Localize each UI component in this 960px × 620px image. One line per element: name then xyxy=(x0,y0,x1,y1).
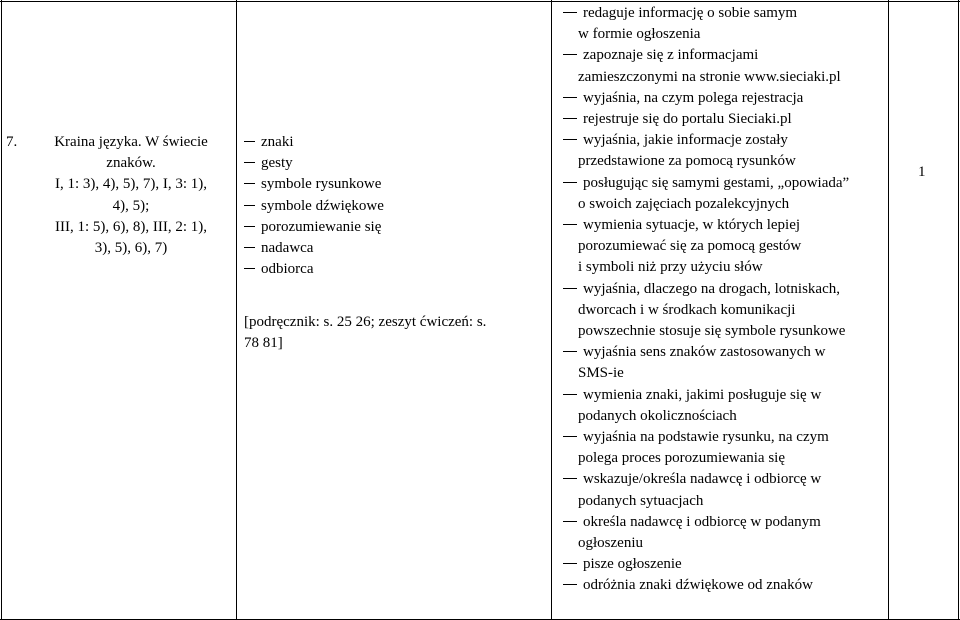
dash-bullet xyxy=(244,268,255,269)
term-item xyxy=(244,259,313,280)
outcome-continuation: podanych okolicznościach xyxy=(578,407,737,424)
dash-bullet xyxy=(563,351,577,352)
outcome-continuation: o swoich zajęciach pozalekcyjnych xyxy=(578,195,790,212)
term-item xyxy=(244,217,381,238)
term-item xyxy=(244,174,381,195)
outcome-item xyxy=(563,554,682,575)
term-text: porozumiewanie się xyxy=(261,218,382,235)
dash-bullet xyxy=(563,288,577,289)
dash-bullet xyxy=(563,478,577,479)
dash-bullet xyxy=(563,436,577,437)
outcome-continuation: i symboli niż przy użyciu słów xyxy=(578,259,763,276)
dash-bullet xyxy=(563,521,577,522)
dash-bullet xyxy=(563,12,577,13)
outcome-item xyxy=(563,512,821,533)
table-border-left xyxy=(1,0,2,620)
term-text: gesty xyxy=(261,155,293,172)
outcome-continuation: zamieszczonymi na stronie www.sieciaki.pl xyxy=(578,68,841,85)
term-item xyxy=(244,153,293,174)
outcome-item xyxy=(563,109,792,130)
outcome-text: posługując się samymi gestami, „opowiada” xyxy=(583,174,850,191)
outcome-text: wyjaśnia, jakie informacje zostały xyxy=(583,132,788,149)
topic-line: Kraina języka. W świecie xyxy=(54,134,208,150)
term-text: symbole rysunkowe xyxy=(261,176,382,193)
dash-bullet xyxy=(563,224,577,225)
outcome-item xyxy=(563,427,829,448)
outcome-item xyxy=(563,3,797,24)
reference-line: [podręcznik: s. 25 26; zeszyt ćwiczeń: s. xyxy=(244,314,487,330)
term-text: nadawca xyxy=(261,240,314,256)
outcome-item xyxy=(563,469,821,490)
term-item xyxy=(244,238,313,259)
outcome-continuation: polega proces porozumiewania się xyxy=(578,450,786,467)
column-divider-3 xyxy=(888,0,889,620)
outcome-item xyxy=(563,342,825,363)
dash-bullet xyxy=(244,162,255,163)
dash-bullet xyxy=(244,205,255,206)
dash-bullet xyxy=(244,247,255,248)
dash-bullet xyxy=(563,97,577,98)
outcome-text: określa nadawcę i odbiorcę w podanym xyxy=(583,513,821,530)
topic-line: znaków. xyxy=(106,155,156,172)
topic-line: III, 1: 5), 6), 8), III, 2: 1), xyxy=(54,218,208,235)
topic-line: I, 1: 3), 4), 5), 7), I, 3: 1), xyxy=(54,176,208,193)
outcome-text: zapoznaje się z informacjami xyxy=(583,47,759,64)
dash-bullet xyxy=(563,584,577,585)
term-text: symbole dźwiękowe xyxy=(261,197,384,214)
outcome-continuation: podanych sytuacjach xyxy=(578,492,704,509)
dash-bullet xyxy=(244,183,255,184)
outcome-continuation: przedstawione za pomocą rysunków xyxy=(578,153,796,170)
outcome-text: wyjaśnia sens znaków zastosowanych w xyxy=(583,344,826,361)
outcome-item xyxy=(563,88,803,109)
outcome-item xyxy=(563,279,840,300)
outcome-item xyxy=(563,130,788,151)
outcome-continuation: powszechnie stosuje się symbole rysunkowe xyxy=(578,323,846,339)
outcome-continuation: SMS-ie xyxy=(578,365,624,382)
hours-count: 1 xyxy=(918,164,926,180)
table-border-right xyxy=(958,0,959,620)
term-item xyxy=(244,196,384,217)
outcome-text: pisze ogłoszenie xyxy=(583,556,682,573)
term-text: znaki xyxy=(261,134,294,150)
outcome-text: wymienia znaki, jakimi posługuje się w xyxy=(583,386,822,403)
reference-line: 78 81] xyxy=(244,335,283,352)
outcome-text: wyjaśnia na podstawie rysunku, na czym xyxy=(583,429,829,445)
dash-bullet xyxy=(244,226,255,227)
table-border-top xyxy=(0,1,960,2)
term-text: odbiorca xyxy=(261,261,314,278)
dash-bullet xyxy=(563,182,577,183)
outcome-continuation: w formie ogłoszenia xyxy=(578,26,701,43)
outcome-text: rejestruje się do portalu Sieciaki.pl xyxy=(583,111,792,127)
dash-bullet xyxy=(563,394,577,395)
outcome-item xyxy=(563,575,813,596)
dash-bullet xyxy=(244,141,255,142)
outcome-text: redaguje informację o sobie samym xyxy=(583,5,798,21)
outcome-text: wymienia sytuacje, w których lepiej xyxy=(583,217,801,233)
outcome-continuation: dworcach i w środkach komunikacji xyxy=(578,301,796,318)
outcome-text: wskazuje/określa nadawcę i odbiorcę w xyxy=(583,471,822,488)
lesson-number: 7. xyxy=(6,134,18,150)
outcome-continuation: porozumiewać się za pomocą gestów xyxy=(578,238,802,255)
topic-line: 3), 5), 6), 7) xyxy=(94,240,168,256)
dash-bullet xyxy=(563,118,577,119)
topic-line: 4), 5); xyxy=(112,197,150,214)
dash-bullet xyxy=(563,139,577,140)
dash-bullet xyxy=(563,54,577,55)
outcome-text: odróżnia znaki dźwiękowe od znaków xyxy=(583,577,813,594)
column-divider-2 xyxy=(551,0,552,620)
outcome-item xyxy=(563,215,800,236)
term-item xyxy=(244,132,293,153)
outcome-continuation: ogłoszeniu xyxy=(578,535,643,551)
outcome-item xyxy=(563,385,821,406)
outcome-text: wyjaśnia, na czym polega rejestracja xyxy=(583,89,804,106)
outcome-text: wyjaśnia, dlaczego na drogach, lotniskach, xyxy=(583,280,840,297)
dash-bullet xyxy=(563,563,577,564)
column-divider-1 xyxy=(236,0,237,620)
outcome-item xyxy=(563,173,849,194)
outcome-item xyxy=(563,45,758,66)
